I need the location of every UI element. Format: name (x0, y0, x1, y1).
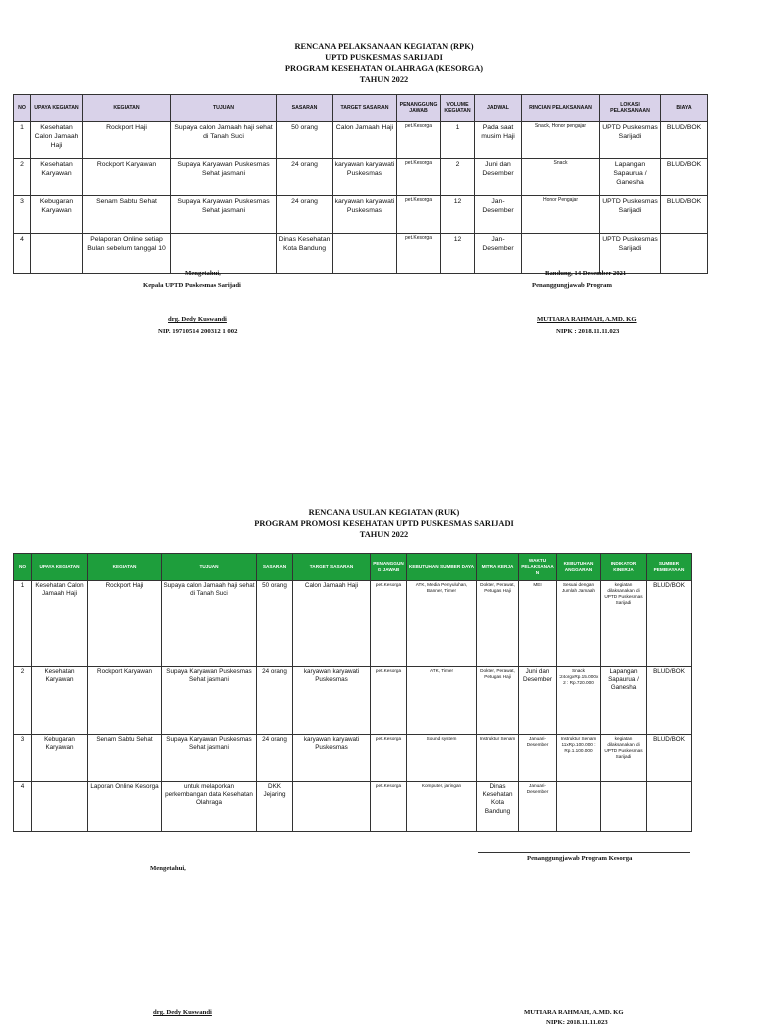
rpk-title (0, 41, 768, 85)
table-row (14, 196, 708, 234)
cell: 1 (441, 122, 475, 159)
cell: 24 orang (257, 735, 293, 782)
rpk-title-line: PROGRAM KESEHATAN OLAHRAGA (KESORGA) (284, 64, 484, 73)
table-row (14, 122, 708, 159)
cell: pet.Kesorga (371, 782, 407, 832)
cell: pet.Kesorga (397, 196, 441, 234)
rpk-header-no: NO (14, 95, 31, 122)
cell: BLUD/BOK (661, 159, 708, 196)
cell: Rockport Haji (83, 122, 171, 159)
cell: Senam Sabtu Sehat (83, 196, 171, 234)
cell: Senam Sabtu Sehat (88, 735, 162, 782)
cell: Calon Jamaah Haji (333, 122, 397, 159)
cell: karyawan karyawati Puskesmas (333, 159, 397, 196)
cell: Supaya Karyawan Puskesmas Sehat jasmani (162, 667, 257, 735)
cell (32, 782, 88, 832)
cell: kegiatan dilaksanakan di UPTD Puskesmas Sarijadi (601, 581, 647, 667)
cell: 24 orang (257, 667, 293, 735)
cell: 12 (441, 234, 475, 274)
cell: 12 (441, 196, 475, 234)
cell: Januari-Desember (519, 782, 557, 832)
cell: 2 (441, 159, 475, 196)
ruk-header-waktu: WAKTU PELAKSANAAN (519, 554, 557, 581)
cell: Lapangan Sapaurua / Ganesha (600, 159, 661, 196)
cell: BLUD/BOK (661, 122, 708, 159)
rpk-sign-right-line1: Bandung, 14 Desember 2021 (545, 270, 627, 277)
ruk-title-line: PROGRAM PROMOSI KESEHATAN UPTD PUSKESMAS SARIJADI (254, 519, 514, 528)
cell: Snack, Honor pengajar (522, 122, 600, 159)
rpk-sign-right-id: NIPK : 2018.11.11.023 (556, 328, 620, 335)
table-row (14, 234, 708, 274)
rpk-header-lokasi: LOKASI PELAKSANAAN (600, 95, 661, 122)
ruk-header-row (14, 554, 692, 581)
cell (557, 782, 601, 832)
ruk-header-mitra: MITRA KERJA (477, 554, 519, 581)
ruk-header-tujuan: TUJUAN (162, 554, 257, 581)
cell: karyawan karyawati Puskesmas (333, 196, 397, 234)
rpk-sign-right-line2: Penanggungjawab Program (532, 282, 612, 289)
cell: untuk melaporkan perkembangan data Kesehatan Olahraga (162, 782, 257, 832)
ruk-header-indikator: INDIKATOR KINERJA (601, 554, 647, 581)
cell: Dinas Kesehatan Kota Bandung (277, 234, 333, 274)
rpk-header-volume: VOLUME KEGIATAN (441, 95, 475, 122)
cell: 3 (14, 735, 32, 782)
cell: Kebugaran Karyawan (32, 735, 88, 782)
cell (661, 234, 708, 274)
ruk-table (13, 553, 692, 832)
cell: pet.Kesorga (397, 159, 441, 196)
table-row (14, 782, 692, 832)
cell: 50 orang (257, 581, 293, 667)
table-row (14, 159, 708, 196)
cell: pet.Kesorga (397, 122, 441, 159)
ruk-sign-left-name: drg. Dedy Kuswandi (153, 1009, 212, 1016)
table-row (14, 667, 692, 735)
rpk-title-line: TAHUN 2022 (359, 75, 409, 84)
rpk-title-line: RENCANA PELAKSANAAN KEGIATAN (RPK) (294, 42, 474, 51)
cell: 24 orang (277, 159, 333, 196)
ruk-header-pj: PENANGGUNG JAWAB (371, 554, 407, 581)
cell: Rockport Karyawan (88, 667, 162, 735)
cell: Rockport Karyawan (83, 159, 171, 196)
cell: Instruktur Senam 11xRp.100.000 : Rp.1.100.000 (557, 735, 601, 782)
cell: karyawan karyawati Puskesmas (293, 667, 371, 735)
rpk-sign-left-id: NIP. 19710514 200312 1 002 (158, 328, 238, 335)
cell: Kesehatan Karyawan (32, 667, 88, 735)
cell: Kebugaran Karyawan (31, 196, 83, 234)
cell: 50 orang (277, 122, 333, 159)
rpk-header-target: TARGET SASARAN (333, 95, 397, 122)
ruk-header-target: TARGET SASARAN (293, 554, 371, 581)
rpk-title-line: UPTD PUSKESMAS SARIJADI (325, 53, 443, 62)
rpk-sign-left-line1: Mengetahui, (185, 270, 221, 277)
cell: 4 (14, 782, 32, 832)
cell (31, 234, 83, 274)
cell (647, 782, 692, 832)
table-row (14, 735, 692, 782)
cell: pet.Kesorga (371, 667, 407, 735)
cell: Dinas Kesehatan Kota Bandung (477, 782, 519, 832)
cell: Jan-Desember (475, 234, 522, 274)
rpk-sign-left-line2: Kepala UPTD Puskesmas Sarijadi (143, 282, 241, 289)
cell: BLUD/BOK (647, 667, 692, 735)
cell: Honor Pengajar (522, 196, 600, 234)
cell: ATK, Timer (407, 667, 477, 735)
cell: BLUD/BOK (661, 196, 708, 234)
cell: Pada saat musim Haji (475, 122, 522, 159)
cell: Kesehatan Karyawan (31, 159, 83, 196)
cell: UPTD Puskesmas Sarijadi (600, 196, 661, 234)
cell: Snack :24orgxRp.15.000x2 : Rp.720.000 (557, 667, 601, 735)
cell: Supaya Karyawan Puskesmas Sehat jasmani (171, 159, 277, 196)
ruk-header-kegiatan: KEGIATAN (88, 554, 162, 581)
cell: DKK Jejaring (257, 782, 293, 832)
cell: BLUD/BOK (647, 735, 692, 782)
cell: Rockport Haji (88, 581, 162, 667)
ruk-header-anggaran: KEBUTUHAN ANGGARAN (557, 554, 601, 581)
ruk-header-no: NO (14, 554, 32, 581)
cell: 3 (14, 196, 31, 234)
ruk-header-upaya: UPAYA KEGIATAN (32, 554, 88, 581)
cell: Jan-Desember (475, 196, 522, 234)
rpk-header-pj: PENANGGUNG JAWAB (397, 95, 441, 122)
rpk-header-biaya: BIAYA (661, 95, 708, 122)
cell (522, 234, 600, 274)
rpk-header-sasaran: SASARAN (277, 95, 333, 122)
cell: Juni dan Desember (519, 667, 557, 735)
cell: 2 (14, 667, 32, 735)
cell: Instruktur Senam (477, 735, 519, 782)
cell: Kesehatan Calon Jamaah Haji (31, 122, 83, 159)
cell: Supaya calon Jamaah haji sehat di Tanah Suci (162, 581, 257, 667)
ruk-header-sumber-biaya: SUMBER PEMBIAYAAN (647, 554, 692, 581)
cell: MEI (519, 581, 557, 667)
cell: 1 (14, 581, 32, 667)
rpk-table (13, 94, 708, 274)
cell: 24 orang (277, 196, 333, 234)
cell: Kesehatan Calon Jamaah Haji (32, 581, 88, 667)
cell: pet.Kesorga (371, 735, 407, 782)
ruk-title-line: TAHUN 2022 (359, 530, 409, 539)
cell: Komputer, jaringan (407, 782, 477, 832)
ruk-header-sasaran: SASARAN (257, 554, 293, 581)
ruk-divider-line (478, 852, 690, 853)
cell: karyawan karyawati Puskesmas (293, 735, 371, 782)
cell: Sesuai dengan Jumlah Jamaah (557, 581, 601, 667)
cell: Snack (522, 159, 600, 196)
rpk-header-rincian: RINCIAN PELAKSANAAN (522, 95, 600, 122)
cell: UPTD Puskesmas Sarijadi (600, 234, 661, 274)
cell: Sound system (407, 735, 477, 782)
cell: Supaya Karyawan Puskesmas Sehat jasmani (162, 735, 257, 782)
rpk-sign-left-name: drg. Dedy Kuswandi (168, 316, 227, 323)
cell: 1 (14, 122, 31, 159)
cell (293, 782, 371, 832)
cell: pet.Kesorga (397, 234, 441, 274)
cell: ATK, Media Penyuluhan, Banner, Timer (407, 581, 477, 667)
cell: pet.Kesorga (371, 581, 407, 667)
ruk-sign-left-line1: Mengetahui, (150, 865, 186, 872)
ruk-sign-right-title: Penanggungjawab Program Kesorga (527, 855, 633, 862)
rpk-header-kegiatan: KEGIATAN (83, 95, 171, 122)
cell: 2 (14, 159, 31, 196)
cell (601, 782, 647, 832)
ruk-sign-right-id: NIPK: 2018.11.11.023 (546, 1019, 608, 1026)
ruk-title-line: RENCANA USULAN KEGIATAN (RUK) (308, 508, 460, 517)
rpk-header-tujuan: TUJUAN (171, 95, 277, 122)
table-row (14, 581, 692, 667)
cell (171, 234, 277, 274)
cell: 4 (14, 234, 31, 274)
cell: Supaya calon Jamaah haji sehat di Tanah Suci (171, 122, 277, 159)
cell: Laporan Online Kesorga (88, 782, 162, 832)
cell: Juni dan Desember (475, 159, 522, 196)
cell: Dokter, Perawat, Petugas Haji (477, 667, 519, 735)
ruk-header-sumber-daya: KEBUTUHAN SUMBER DAYA (407, 554, 477, 581)
ruk-title (0, 507, 768, 540)
cell: Supaya Karyawan Puskesmas Sehat jasmani (171, 196, 277, 234)
cell: Dokter, Perawat, Petugas Haji (477, 581, 519, 667)
ruk-sign-right-name: MUTIARA RAHMAH, A.MD. KG (524, 1009, 624, 1016)
cell: Lapangan Sapaurua / Ganesha (601, 667, 647, 735)
cell: Pelaporan Online setiap Bulan sebelum tanggal 10 (83, 234, 171, 274)
rpk-header-jadwal: JADWAL (475, 95, 522, 122)
rpk-header-upaya: UPAYA KEGIATAN (31, 95, 83, 122)
rpk-sign-right-name: MUTIARA RAHMAH, A.MD. KG (537, 316, 637, 323)
rpk-header-row (14, 95, 708, 122)
cell: Calon Jamaah Haji (293, 581, 371, 667)
cell: Januari-Desember (519, 735, 557, 782)
cell: kegiatan dilaksanakan di UPTD Puskesmas Sarijadi (601, 735, 647, 782)
cell: BLUD/BOK (647, 581, 692, 667)
cell: UPTD Puskesmas Sarijadi (600, 122, 661, 159)
cell (333, 234, 397, 274)
